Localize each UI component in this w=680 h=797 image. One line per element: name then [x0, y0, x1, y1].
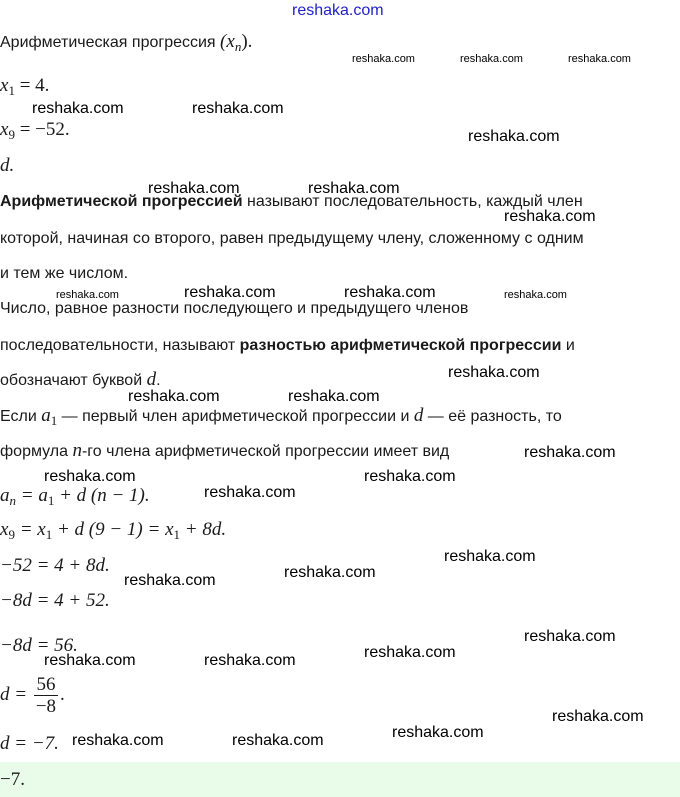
formula-nth-term: $a_n = a_1 + d$ (n − 1).	[0, 485, 150, 508]
watermark-text: reshaka.com	[392, 724, 484, 741]
equation-2: −8d = 4 + 52.	[0, 590, 110, 611]
equation-result: d = −7.	[0, 733, 59, 754]
watermark-top: reshaka.com	[292, 2, 384, 19]
definition-line-1: Арифметической прогрессией называют последовательность, каждый член	[0, 193, 583, 210]
watermark-text: reshaka.com	[44, 652, 136, 669]
watermark-text: reshaka.com	[504, 289, 567, 301]
answer-box	[0, 762, 680, 797]
watermark-text: reshaka.com	[288, 388, 380, 405]
definition-line-3: и тем же числом.	[0, 265, 129, 282]
equation-fraction: d = $\frac{56}{-8}$ .	[0, 674, 65, 718]
watermark-text: reshaka.com	[44, 468, 136, 485]
difference-line-3: обозначают буквой d.	[0, 369, 161, 390]
watermark-text: reshaka.com	[504, 208, 596, 225]
formula-intro-1: Если $a_1$ — первый член арифметической прогрессии и d — её разность, то	[0, 405, 562, 428]
watermark-text: reshaka.com	[352, 53, 415, 65]
watermark-text: reshaka.com	[192, 100, 284, 117]
watermark-text: reshaka.com	[448, 364, 540, 381]
watermark-text: reshaka.com	[232, 732, 324, 749]
watermark-text: reshaka.com	[524, 444, 616, 461]
given-x9: $x_9 = -52$.	[0, 119, 70, 142]
watermark-text: reshaka.com	[284, 564, 376, 581]
equation-1: −52 = 4 + 8d.	[0, 555, 110, 576]
watermark-text: reshaka.com	[344, 284, 436, 301]
watermark-text: reshaka.com	[364, 468, 456, 485]
watermark-text: reshaka.com	[56, 289, 119, 301]
definition-line-2: которой, начиная со второго, равен предыдущему члену, сложенному с одним	[0, 230, 584, 247]
watermark-text: reshaka.com	[204, 652, 296, 669]
watermark-text: reshaka.com	[552, 708, 644, 725]
watermark-text: reshaka.com	[204, 484, 296, 501]
watermark-text: reshaka.com	[308, 180, 400, 197]
fraction: $\frac{56}{-8}$	[35, 674, 57, 718]
watermark-text: reshaka.com	[124, 572, 216, 589]
watermark-text: reshaka.com	[128, 388, 220, 405]
formula-intro-2: формула n-го члена арифметической прогрессии имеет вид	[0, 440, 450, 461]
watermark-text: reshaka.com	[524, 628, 616, 645]
watermark-text: reshaka.com	[72, 732, 164, 749]
watermark-text: reshaka.com	[468, 128, 560, 145]
watermark-text: reshaka.com	[568, 53, 631, 65]
find-d: d.	[0, 155, 15, 176]
watermark-text: reshaka.com	[148, 180, 240, 197]
given-sequence: Арифметическая прогрессия $(x_n)$.	[0, 31, 253, 54]
difference-line-1: Число, равное разности последующего и предыдущего членов	[0, 300, 469, 317]
watermark-text: reshaka.com	[32, 100, 124, 117]
watermark-text: reshaka.com	[184, 284, 276, 301]
difference-line-2: последовательности, называют разностью арифметической прогрессии и	[0, 337, 575, 354]
watermark-text: reshaka.com	[364, 644, 456, 661]
given-x1: $x_1 = 4$.	[0, 75, 50, 98]
watermark-text: reshaka.com	[460, 53, 523, 65]
watermark-text: reshaka.com	[444, 548, 536, 565]
formula-x9: $x_9 = x_1 + d$ $(9 - 1) = x_1 + 8d$.	[0, 519, 227, 542]
answer-value: −7.	[0, 769, 25, 790]
equation-3: −8d = 56.	[0, 635, 78, 656]
